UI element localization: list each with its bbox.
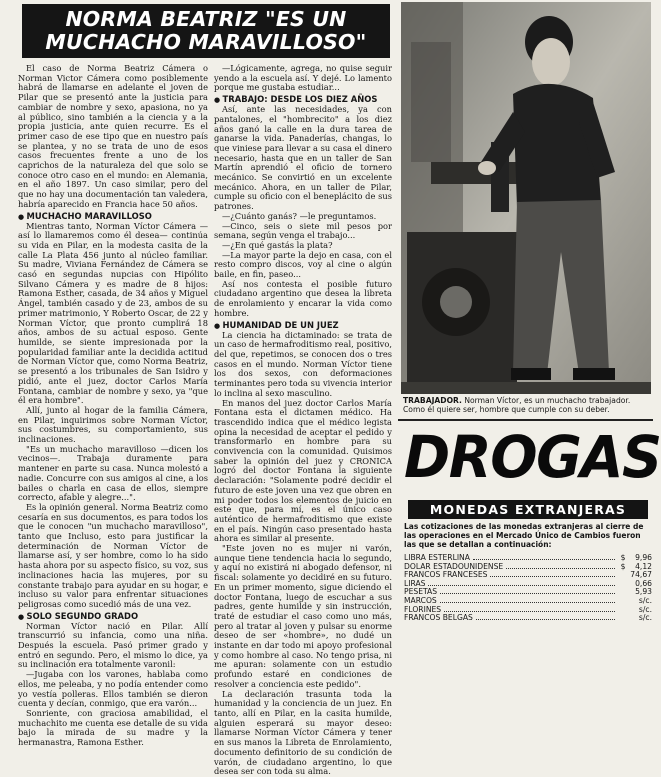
rate-value: s/c.: [638, 613, 652, 623]
paragraph: Así nos contesta el posible futuro ciudadano argentino que desea la libreta de enrolamiento y encarar la vida como hombre.: [214, 278, 392, 318]
monedas-title: MONEDAS EXTRANJERAS: [408, 500, 648, 519]
paragraph: Mientras tanto, Norman Víctor Cámera —así lo llamaremos como él desea— continúa su vida en Pilar, en la modesta casita de la calle La Plata 456 junto al núcleo familiar. Su madre, Viviana Fernández de Cámera se casó en segundas nupcias con Hipólito Silvano Cámera y es madre de 8 hijos: Ramona Esther, casada, de 34 años y Miguel Ángel, también casado y de 23, ambos de su primer matrimonio, Y Roberto Oscar, de 22 y Norman Víctor, que pronto cumplirá 18 años, ambos de su actual esposo. Gente humilde, se siente impresionada por la popularidad familiar ante la decidida actitud de Norman Víctor que, como Norma Beatriz, se presentó a los tribunales de San Isidro y pidió, ante el juez, doctor Carlos María Fontana, cambiar de nombre y sexo, ya "que él era hombre".: [18, 220, 208, 406]
subheading-muchacho: ● MUCHACHO MARAVILLOSO: [18, 211, 208, 222]
rate-name: DOLAR ESTADOUNIDENSE: [404, 561, 504, 571]
rate-row: [404, 597, 652, 606]
rate-name: FRANCOS FRANCESES: [404, 570, 488, 580]
article-column-2: [214, 63, 392, 777]
headline-line-2: MUCHACHO MARAVILLOSO": [45, 30, 367, 54]
subheading-humanidad: ● HUMANIDAD DE UN JUEZ: [214, 320, 392, 331]
caption-label: TRABAJADOR.: [403, 396, 462, 405]
paragraph: —Lógicamente, agrega, no quise seguir yendo a la escuela así. Y dejé. Lo lamento porque me gustaba estudiar...: [214, 63, 392, 93]
paragraph: Allí, junto al hogar de la familia Cámera, en Pilar, inquirimos sobre Norman Víctor, sus costumbres, su comportamiento, sus inclinaciones.: [18, 404, 208, 445]
rate-symbol: $: [620, 553, 626, 562]
paragraph: "Este joven no es mujer ni varón, aunque tiene tendencia hacia lo segundo, y aquí no existirá ni abogado defensor, ni fiscal: solamente yo decidiré en su futuro. En un primer momento, sigue diciendo el doctor Fontana, luego de escuchar a sus padres, gente humilde y sin instrucción, traté de estudiar el caso como uno más, pero al tratar al joven y pulsar su enorme deseo de ser «hombre», no dudé un instante en dar todo mi apoyo profesional y como hombre al caso. No tengo prisa, ni me apuran: solamente con un estudio profundo estaré en condiciones de resolver a conciencia este pedido".: [214, 543, 392, 689]
rate-name: FRANCOS BELGAS: [404, 613, 473, 623]
rate-name: LIBRA ESTERLINA: [404, 553, 470, 562]
subheading-trabajo: ● TRABAJO: DESDE LOS DIEZ AÑOS: [214, 94, 392, 105]
rate-name: LIRAS: [404, 578, 426, 588]
leader-dots: [428, 585, 615, 586]
drogas-heading: DROGAS: [404, 423, 661, 491]
rate-name: MARCOS: [404, 595, 437, 605]
paragraph: La ciencia ha dictaminado: se trata de un caso de hermafroditismo real, positivo, del que, repetimos, se conocen dos o tres casos en el mundo. Norman Víctor tiene los dos sexos, con deformaciones terminantes pero toda su vivencia interior lo inclina al sexo masculino.: [214, 329, 392, 398]
rate-value: s/c.: [638, 595, 652, 605]
subheading-segundo-grado: ● SOLO SEGUNDO GRADO: [18, 611, 208, 622]
leader-dots: [506, 568, 615, 569]
headline-banner: [22, 4, 390, 58]
leader-dots: [440, 602, 615, 603]
paragraph: —¿En qué gastás la plata?: [222, 239, 333, 250]
rate-value: 0,66: [635, 578, 652, 588]
leader-dots: [473, 559, 615, 560]
rate-name: FLORINES: [404, 604, 442, 614]
paragraph: —Cinco, seis o siete mil pesos por semana, según venga el trabajo...: [214, 220, 392, 241]
leader-dots: [490, 576, 615, 577]
rate-value: 4,12: [635, 561, 652, 571]
paragraph: —La mayor parte la dejo en casa, con el resto compro discos, voy al cine o algún baile, en fin, paseo...: [214, 249, 392, 280]
paragraph: Norman Víctor nació en Pilar. Allí transcurrió su infancia, como una niña. Después la escuela. Pasó primer grado y entró en segundo. Pero, el mismo lo dice, ya su inclinación era totalmente varonil:: [18, 620, 208, 670]
leader-dots: [444, 611, 615, 612]
rate-value: 74,67: [630, 570, 652, 580]
exchange-rates-list: [404, 554, 652, 623]
paragraph: En manos del juez doctor Carlos María Fontana esta el dictamen médico. Ha trascendido indica que el médico legista opina la necesidad de aceptar el pedido y transformarlo en hombre para su convivencia con la comunidad. Quisimos saber la opinión del juez y CRONICA logró del doctor Fontana la siguiente declaración: "Solamente podré decidir el futuro de este joven una vez que obren en mi poder todos los elementos de juicio en este que, para mí, es el único caso auténtico de hermafroditismo que existe en el país. Ningún caso presentado hasta ahora es similar al presente.: [214, 397, 392, 544]
rate-row: [404, 614, 652, 623]
caption-text: Norman Víctor, es un muchacho trabajador. Como él quiere ser, hombre que cumple con su deber.: [403, 396, 631, 415]
photo-illustration: [401, 2, 651, 394]
worker-photo: [401, 2, 651, 394]
article-column-1: [18, 63, 208, 748]
paragraph: "Es un muchacho maravilloso —dicen los vecinos—. Trabaja duramente para mantener en parte su casa. Nunca molestó a nadie. Concurre con sus amigos al cine, a los bailes o charla en casa de ellos, siempre correcto, afable y alegre...".: [18, 443, 208, 503]
rate-row: [404, 588, 652, 597]
paragraph: —Jugaba con los varones, hablaba como ellos, me peleaba, y no podía entender como yo vestía polleras. Ellos también se dieron cuenta y decían, conmigo, que era varón...: [18, 669, 208, 709]
rate-name: PESETAS: [404, 587, 438, 597]
rate-value: 9,96: [635, 553, 652, 562]
paragraph: Sonriente, con graciosa amabilidad, el muchachito me cuenta ese detalle de su vida bajo la mirada de su madre y la hermanastra, Ramona Esther.: [18, 708, 208, 748]
leader-dots: [440, 593, 615, 594]
rate-row: [404, 571, 652, 580]
rate-value: 5,93: [635, 587, 652, 597]
paragraph: Es la opinión general. Norma Beatriz como cesaría en sus documentos, es para todos los que le conocen "un muchacho maravilloso", tanto que Incluso, esto para justificar la determinación de Norman Víctor de llamarse así, y ser hombre, como lo ha sido hasta ahora por su aspecto físico, su voz, sus inclinaciones hacia las mujeres, por su constante trabajo para ayudar en su hogar, e incluso su valor para enfrentar situaciones peligrosas como sucedió más de una vez.: [18, 501, 208, 609]
photo-caption: [403, 396, 650, 415]
monedas-intro: Las cotizaciones de las monedas extranjeras al cierre de las operaciones en el Mercado Único de Cambios fueron las que se detallan a continuación:: [404, 522, 644, 549]
article-intro: El caso de Norma Beatriz Cámera o Norman Victor Cámera como posiblemente habrá de llamarse en adelante el joven de Pilar que se presentó ante la justicia para cambiar de nombre y sexo, apasiona, no ya al público, sino también a la ciencia y a la propia justicia, ante quien recurre. Es el primer caso de ese tipo que en nuestro país se plantea, y no se trata de uno de esos casos frecuentes frente a uno de los caprichos de la naturaleza del que solo se conoce otro caso en el mundo: en Alemania, en el año 1897. Un caso similar, pero del que no hay una documentación tan valedera, habría aparecido en Francia hace 50 años.: [18, 63, 208, 209]
section-divider: [398, 419, 653, 421]
headline-line-1: NORMA BEATRIZ "ES UN: [65, 7, 347, 31]
rate-row: [404, 580, 652, 589]
paragraph: La declaración trasunta toda la humanidad y la conciencia de un juez. En tanto, allí en Pilar, en la casita humilde, alguien esperará su mayor deseo: llamarse Norman Víctor Cámera y tener en sus manos la Libreta de Enrolamiento, documento definitorio de su condición de varón, de ciudadano argentino, lo que desea ser con toda su alma.: [214, 688, 392, 777]
rate-symbol: $: [620, 561, 626, 571]
paragraph: —¿Cuánto ganás? —le preguntamos.: [222, 210, 377, 221]
paragraph: Así, ante las necesidades, ya con pantalones, el "hombrecito" a los diez años ganó la calle en la dura tarea de ganarse la vida. Panaderías, changas, lo que viniese para llevar a su casa el dinero necesario, hasta que en un taller de San Martín aprendió el oficio de tornero mecánico. Se convirtió en un excelente mecánico. Ahora, en un taller de Pilar, cumple su oficio con el beneplácito de sus patrones.: [214, 104, 392, 212]
rate-value: s/c.: [638, 604, 652, 614]
leader-dots: [476, 619, 615, 620]
